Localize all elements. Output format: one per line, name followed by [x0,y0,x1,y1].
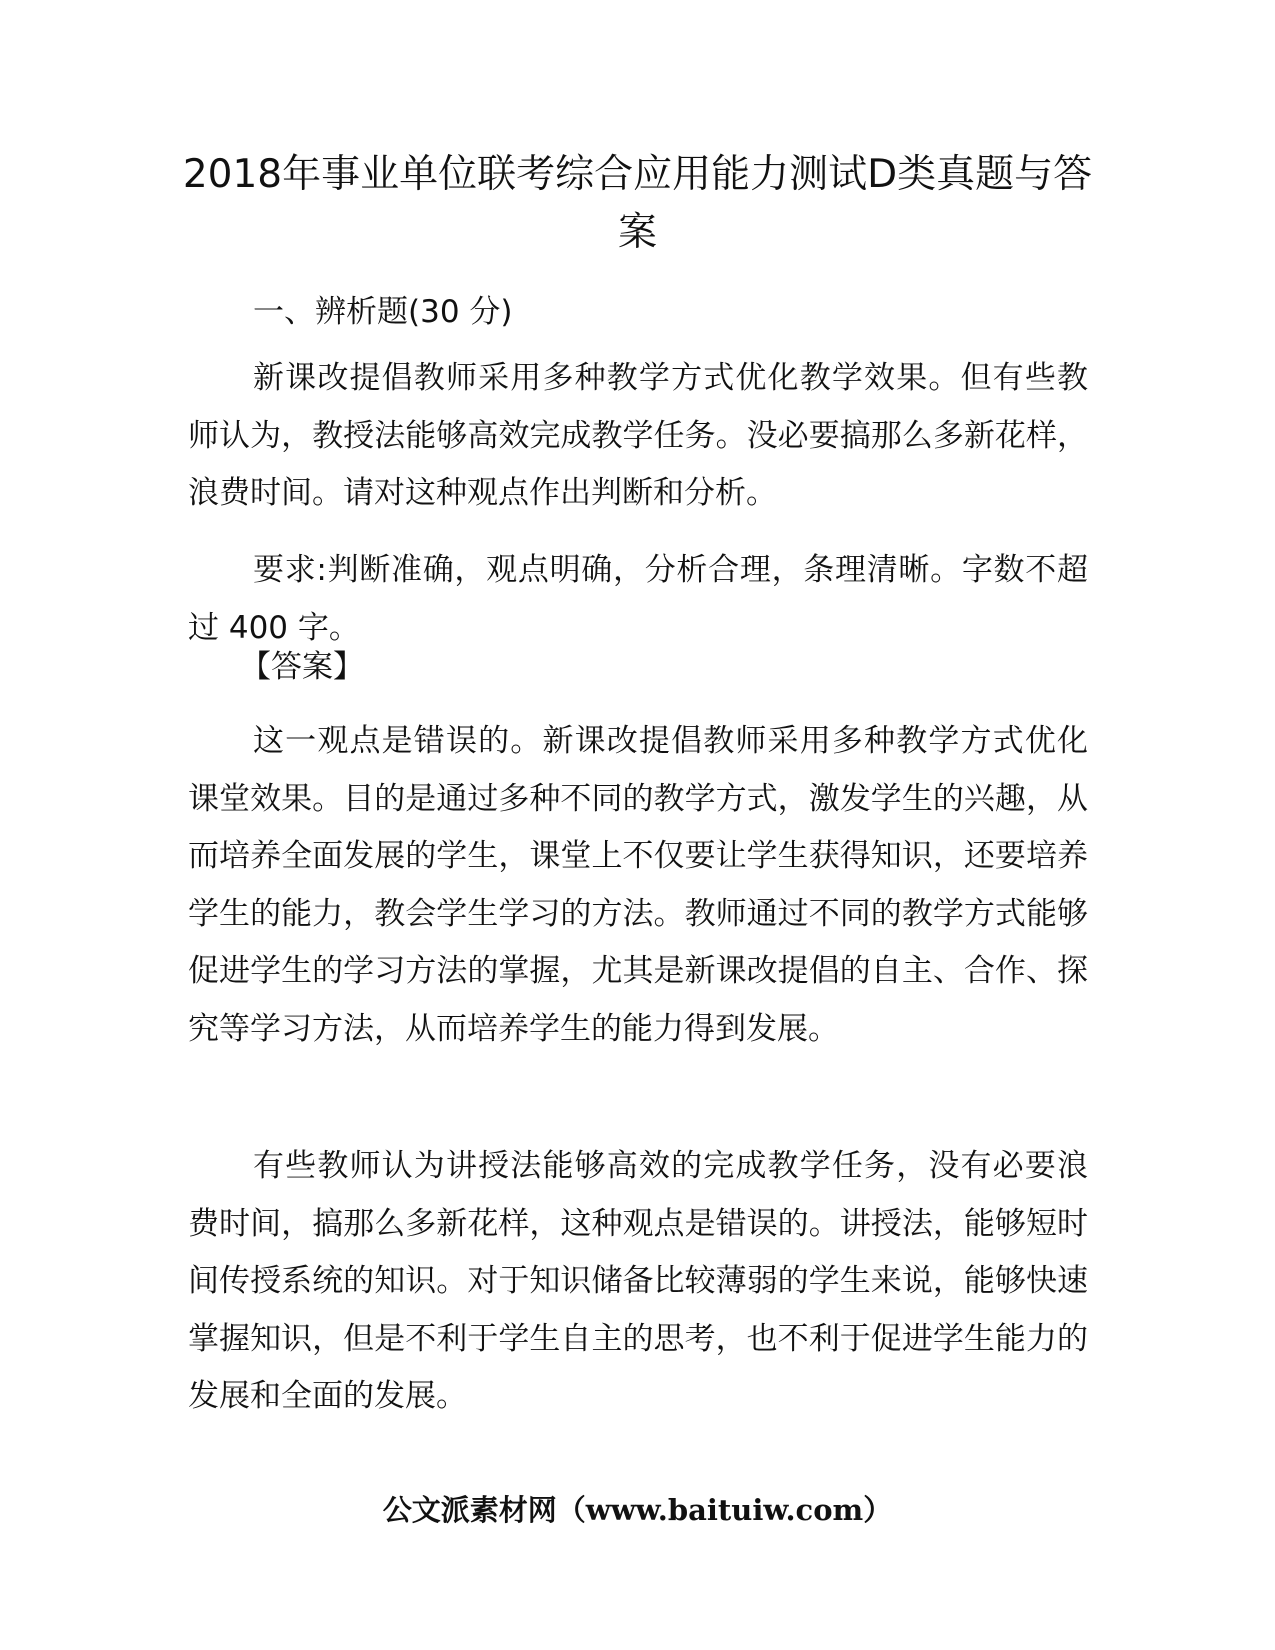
requirement-paragraph: 要求:判断准确，观点明确，分析合理，条理清晰。字数不超过 400 字。 [188,552,1088,646]
answer-paragraph: 有些教师认为讲授法能够高效的完成教学任务，没有必要浪费时间，搞那么多新花样，这种观点是错误的。讲授法，能够短时间传授系统的知识。对于知识储备比较薄弱的学生来说，能够快速掌握知识，但是不利于学生自主的思考，也不利于促进学生能力的发展和全面的发展。 [188,1148,1088,1414]
document-title: 2018年事业单位联考综合应用能力测试D类真题与答案 [182,152,1093,255]
question-paragraph: 新课改提倡教师采用多种教学方式优化教学效果。但有些教师认为，教授法能够高效完成教学任务。没必要搞那么多新花样，浪费时间。请对这种观点作出判断和分析。 [188,360,1088,511]
section-heading: 一、辨析题(30 分) [253,294,513,330]
footer-watermark: 公文派素材网（www.baituiw.com） [382,1493,893,1527]
answer-paragraph: 这一观点是错误的。新课改提倡教师采用多种教学方式优化课堂效果。目的是通过多种不同的教学方式，激发学生的兴趣，从而培养全面发展的学生，课堂上不仅要让学生获得知识，还要培养学生的能力，教会学生学习的方法。教师通过不同的教学方式能够促进学生的学习方法的掌握，尤其是新课改提倡的自主、合作、探究等学习方法，从而培养学生的能力得到发展。 [188,723,1088,1047]
answer-label: 【答案】 [240,649,364,685]
